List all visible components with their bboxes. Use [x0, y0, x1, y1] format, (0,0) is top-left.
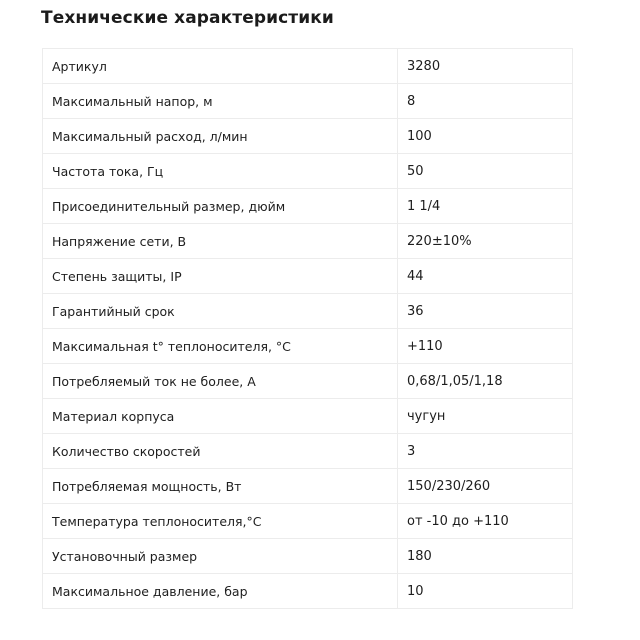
spec-name: Количество скоростей [43, 434, 398, 469]
spec-name: Гарантийный срок [43, 294, 398, 329]
spec-name: Максимальное давление, бар [43, 574, 398, 609]
table-row [43, 189, 573, 224]
table-row [43, 574, 573, 609]
table-row [43, 49, 573, 84]
spec-value: 50 [398, 154, 573, 189]
spec-name: Частота тока, Гц [43, 154, 398, 189]
table-row [43, 364, 573, 399]
spec-value: 220±10% [398, 224, 573, 259]
spec-value: 3280 [398, 49, 573, 84]
specs-table [42, 48, 573, 609]
spec-name: Потребляемая мощность, Вт [43, 469, 398, 504]
spec-name: Максимальный напор, м [43, 84, 398, 119]
table-row [43, 399, 573, 434]
table-row [43, 259, 573, 294]
table-row [43, 329, 573, 364]
table-row [43, 154, 573, 189]
page-title: Технические характеристики [41, 8, 334, 28]
spec-value: 150/230/260 [398, 469, 573, 504]
spec-name: Напряжение сети, В [43, 224, 398, 259]
spec-value: чугун [398, 399, 573, 434]
spec-value: от -10 до +110 [398, 504, 573, 539]
spec-name: Максимальная t° теплоносителя, °C [43, 329, 398, 364]
table-row [43, 539, 573, 574]
spec-value: 8 [398, 84, 573, 119]
spec-name: Потребляемый ток не более, А [43, 364, 398, 399]
spec-name: Материал корпуса [43, 399, 398, 434]
spec-name: Максимальный расход, л/мин [43, 119, 398, 154]
spec-name: Артикул [43, 49, 398, 84]
table-row [43, 119, 573, 154]
spec-value: 0,68/1,05/1,18 [398, 364, 573, 399]
spec-value: 1 1/4 [398, 189, 573, 224]
spec-value: 3 [398, 434, 573, 469]
table-row [43, 504, 573, 539]
spec-name: Установочный размер [43, 539, 398, 574]
spec-value: 44 [398, 259, 573, 294]
table-row [43, 469, 573, 504]
spec-value: 100 [398, 119, 573, 154]
table-row [43, 294, 573, 329]
spec-value: 180 [398, 539, 573, 574]
spec-value: +110 [398, 329, 573, 364]
spec-name: Присоединительный размер, дюйм [43, 189, 398, 224]
spec-name: Температура теплоносителя,°C [43, 504, 398, 539]
table-row [43, 434, 573, 469]
table-row [43, 224, 573, 259]
spec-value: 36 [398, 294, 573, 329]
spec-name: Степень защиты, IP [43, 259, 398, 294]
table-row [43, 84, 573, 119]
spec-value: 10 [398, 574, 573, 609]
